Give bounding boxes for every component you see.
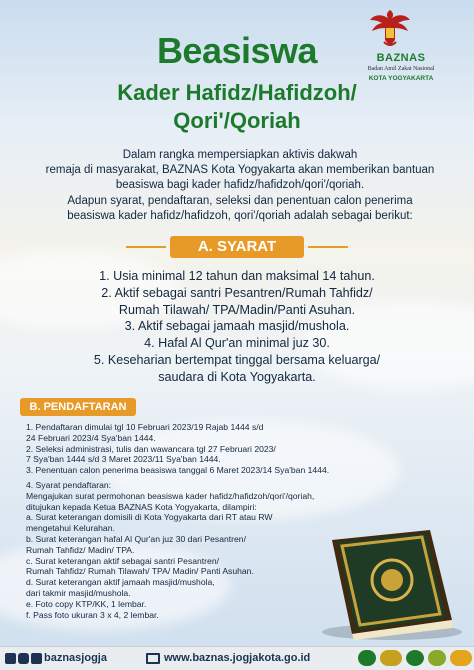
list-item: 4. Hafal Al Qur'an minimal juz 30. — [144, 336, 330, 351]
list-item: d. Surat keterangan aktif jamaah masjid/mushola, — [26, 577, 215, 588]
website-link[interactable]: www.baznas.jogjakota.go.id — [164, 652, 311, 664]
list-item: Rumah Tahfidz/ Rumah Tilawah/ TPA/ Madin/ Panti Asuhan. — [26, 566, 254, 577]
list-item: e. Foto copy KTP/KK, 1 lembar. — [26, 598, 147, 609]
intro-line: remaja di masyarakat, BAZNAS Kota Yogyakarta akan memberikan bantuan — [45, 164, 435, 177]
list-item: 3. Penentuan calon penerima beasiswa tanggal 6 Maret 2023/14 Sya'ban 1444. — [26, 465, 330, 476]
list-item: mengetahui Kelurahan. — [26, 523, 115, 534]
monitor-icon — [146, 653, 160, 664]
page-subtitle-line1: Kader Hafidz/Hafidzoh/ — [117, 80, 357, 105]
page-title: Beasiswa — [156, 30, 318, 71]
social-icons — [5, 653, 42, 664]
intro-line: beasiswa bagi kader hafidz/hafidzoh/qori'/qoriah. — [115, 179, 365, 192]
list-item: dari takmir masjid/mushola. — [26, 587, 131, 598]
intro-line: beasiswa kader hafidz/hafidzoh, qori'/qoriah adalah sebagai berikut: — [67, 209, 413, 222]
list-item: c. Surat keterangan aktif sebagai santri Pesantren/ — [26, 555, 219, 566]
partner-logo — [358, 650, 376, 666]
list-item: Mengajukan surat permohonan beasiswa kader hafidz/hafidzoh/qori'/qoriah, — [26, 490, 315, 501]
list-item: 4. Syarat pendaftaran: — [26, 479, 112, 490]
partner-logo — [380, 650, 402, 666]
list-item: 2. Aktif sebagai santri Pesantren/Rumah Tahfidz/ — [101, 285, 373, 300]
list-item: 3. Aktif sebagai jamaah masjid/mushola. — [124, 319, 350, 334]
social-handle[interactable]: baznasjogja — [44, 652, 107, 664]
page-subtitle-line2: Qori'/Qoriah — [173, 108, 301, 133]
list-item: 1. Usia minimal 12 tahun dan maksimal 14 tahun. — [99, 269, 375, 283]
quran-book-image — [312, 520, 462, 642]
partner-logos — [358, 650, 472, 666]
list-item: f. Pass foto ukuran 3 x 4, 2 lembar. — [26, 609, 159, 620]
list-item: 1. Pendaftaran dimulai tgl 10 Februari 2023/19 Rajab 1444 s/d — [26, 422, 264, 432]
instagram-icon[interactable] — [18, 653, 29, 664]
list-item: saudara di Kota Yogyakarta. — [158, 369, 316, 384]
intro-paragraph — [30, 148, 450, 224]
list-item: 5. Keseharian bertempat tinggal bersama keluarga/ — [93, 352, 381, 367]
section-a-heading: A. SYARAT — [170, 236, 304, 258]
list-item: 24 Februari 2023/4 Sya'ban 1444. — [26, 432, 156, 443]
list-item: Rumah Tahfidz/ Madin/ TPA. — [26, 544, 135, 555]
footer-bar — [0, 646, 474, 670]
list-item: 2. Seleksi administrasi, tulis dan wawancara tgl 27 Februari 2023/ — [26, 443, 276, 454]
intro-line: Adapun syarat, pendaftaran, seleksi dan penentuan calon penerima — [67, 194, 413, 207]
partner-logo — [450, 650, 472, 666]
section-b-heading: B. PENDAFTARAN — [20, 398, 136, 416]
list-item: ditujukan kepada Ketua BAZNAS Kota Yogyakarta, dilampiri: — [26, 501, 257, 512]
partner-logo — [406, 650, 424, 666]
logo-name: BAZNAS — [376, 52, 426, 64]
list-item: Rumah Tilawah/ TPA/Madin/Panti Asuhan. — [118, 302, 356, 317]
facebook-icon[interactable] — [31, 653, 42, 664]
partner-logo — [428, 650, 446, 666]
list-item: a. Surat keterangan domisili di Kota Yogyakarta dari RT atau RW — [26, 512, 273, 523]
logo-subtitle: Badan Amil Zakat Nasional — [367, 66, 435, 72]
intro-line: Dalam rangka mempersiapkan aktivis dakwah — [122, 149, 358, 161]
list-item: 7 Sya'ban 1444 s/d 3 Maret 2023/11 Sya'ban 1444. — [26, 454, 221, 465]
list-item: b. Surat keterangan hafal Al Qur'an juz 30 dari Pesantren/ — [26, 533, 246, 544]
tiktok-icon[interactable] — [5, 653, 16, 664]
logo-city: KOTA YOGYAKARTA — [368, 75, 434, 82]
syarat-list — [30, 268, 444, 386]
